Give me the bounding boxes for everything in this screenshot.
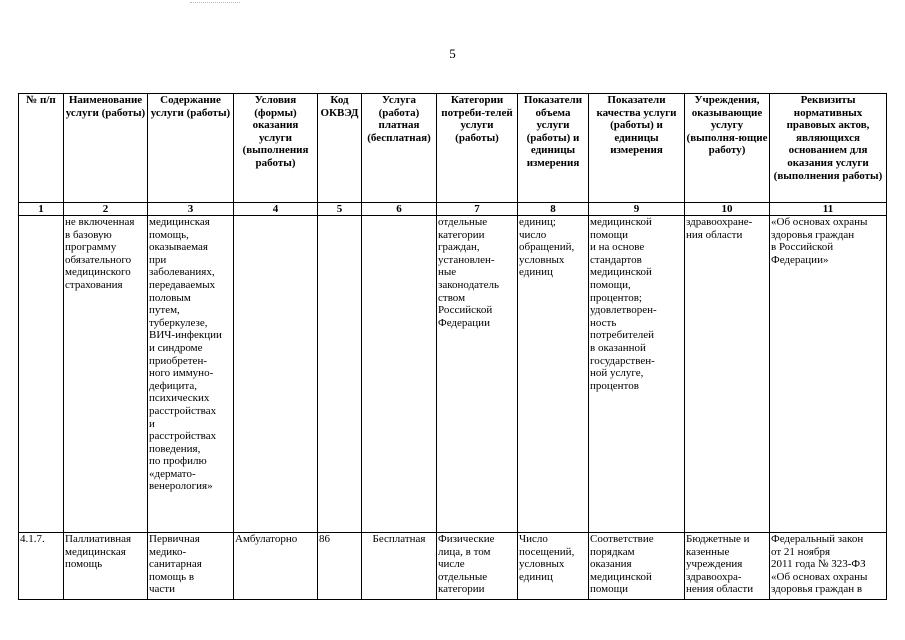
cell-consumers: отдельные категории граждан, установлен- ные законодатель ством Российской Федерации — [437, 216, 518, 533]
header-cell-content: Содержание услуги (работы) — [148, 94, 234, 203]
cell-quality: медицинской помощи и на основе стандартов медицинской помощи, процентов; удовлетворен- ность потребителей в оказанной государствен- ной услуге, процентов — [589, 216, 685, 533]
page-number: 5 — [449, 46, 456, 61]
header-cell-service-name: Наименование услуги (работы) — [64, 94, 148, 203]
cell-okved — [318, 216, 362, 533]
column-number: 2 — [64, 203, 148, 216]
cell-conditions — [234, 216, 318, 533]
header-cell-institutions: Учреждения, оказывающие услугу (выполня-ющие работу) — [685, 94, 770, 203]
header-cell-conditions: Условия (формы) оказания услуги (выполнения работы) — [234, 94, 318, 203]
cell-institutions: здравоохране- ния области — [685, 216, 770, 533]
cell-service-name: Паллиативная медицинская помощь — [64, 533, 148, 600]
cell-legal-acts: Федеральный закон от 21 ноября 2011 года № 323-ФЗ «Об основах охраны здоровья граждан в — [770, 533, 887, 600]
cell-conditions: Амбулаторно — [234, 533, 318, 600]
header-row — [19, 94, 887, 203]
cell-content: медицинская помощь, оказываемая при заболеваниях, передаваемых половым путем, туберкулезе, ВИЧ-инфекции и синдроме приобретен- ного иммуно- дефицита, психических расстройствах и расстройствах поведения, по профилю «дермато- венерология» — [148, 216, 234, 533]
table-row — [19, 216, 887, 533]
cell-service-name: не включенная в базовую программу обязательного медицинского страхования — [64, 216, 148, 533]
header-cell-volume: Показатели объема услуги (работы) и единицы измерения — [518, 94, 589, 203]
column-number: 7 — [437, 203, 518, 216]
cell-content: Первичная медико- санитарная помощь в части — [148, 533, 234, 600]
cell-paid — [362, 216, 437, 533]
cell-volume: Число посещений, условных единиц — [518, 533, 589, 600]
header-cell-consumers: Категории потреби-телей услуги (работы) — [437, 94, 518, 203]
column-number-row — [19, 203, 887, 216]
cell-quality: Соответствие порядкам оказания медицинской помощи — [589, 533, 685, 600]
header-cell-legal-acts: Реквизиты нормативных правовых актов, являющихся основанием для оказания услуги (выполнения работы) — [770, 94, 887, 203]
column-number: 1 — [19, 203, 64, 216]
column-number: 5 — [318, 203, 362, 216]
column-number: 10 — [685, 203, 770, 216]
scan-artifact — [190, 2, 240, 4]
cell-number — [19, 216, 64, 533]
header-cell-quality: Показатели качества услуги (работы) и единицы измерения — [589, 94, 685, 203]
table-row — [19, 533, 887, 600]
cell-number: 4.1.7. — [19, 533, 64, 600]
column-number: 11 — [770, 203, 887, 216]
services-table — [18, 93, 887, 600]
header-cell-paid: Услуга (работа) платная (бесплатная) — [362, 94, 437, 203]
cell-institutions: Бюджетные и казенные учреждения здравоохра- нения области — [685, 533, 770, 600]
cell-consumers: Физические лица, в том числе отдельные категории — [437, 533, 518, 600]
column-number: 9 — [589, 203, 685, 216]
cell-volume: единиц; число обращений, условных единиц — [518, 216, 589, 533]
header-cell-okved: Код ОКВЭД — [318, 94, 362, 203]
cell-legal-acts: «Об основах охраны здоровья граждан в Российской Федерации» — [770, 216, 887, 533]
column-number: 4 — [234, 203, 318, 216]
column-number: 8 — [518, 203, 589, 216]
column-number: 6 — [362, 203, 437, 216]
cell-paid: Бесплатная — [362, 533, 437, 600]
header-cell-number: № п/п — [19, 94, 64, 203]
cell-okved: 86 — [318, 533, 362, 600]
column-number: 3 — [148, 203, 234, 216]
